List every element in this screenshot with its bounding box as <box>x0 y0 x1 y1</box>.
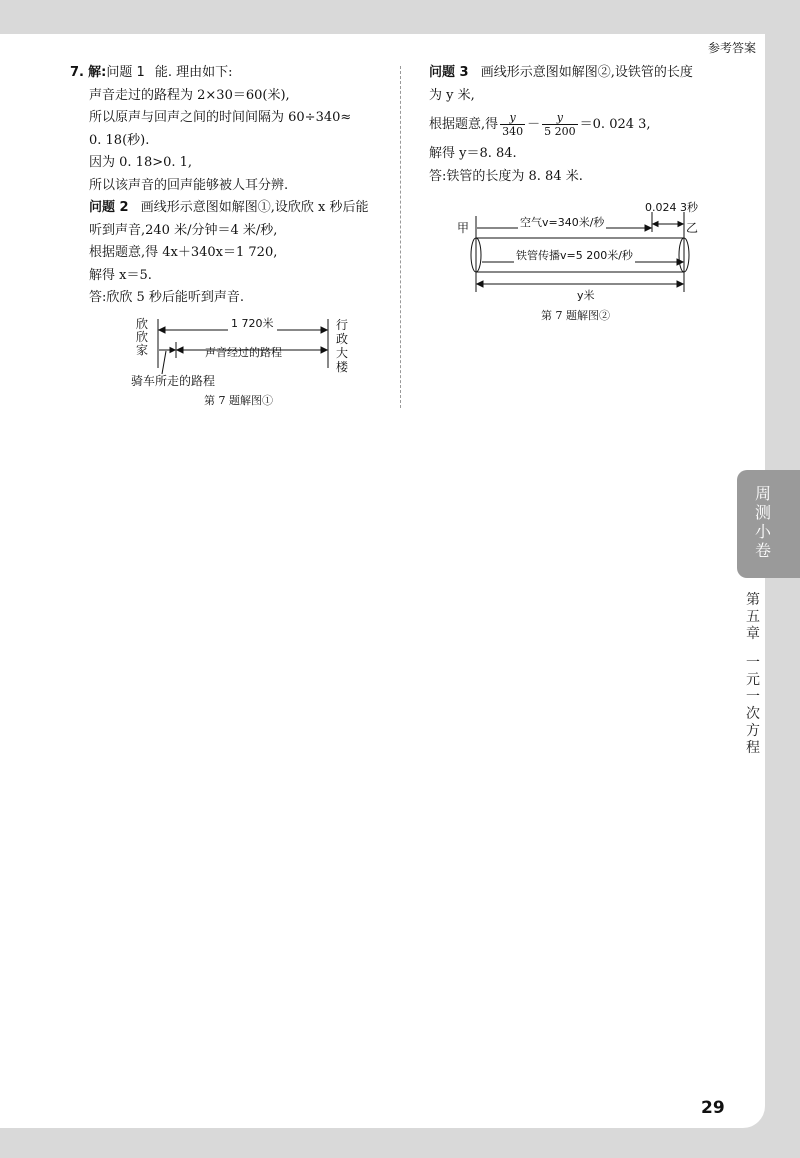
right-column <box>429 62 739 188</box>
fig1-left-label: 欣欣家 <box>136 317 149 357</box>
arrowhead <box>645 225 651 231</box>
section-header: 参考答案 <box>707 41 756 55</box>
problem2-text: 画线形示意图如解图①,设欣欣 x 秒后能 <box>140 200 369 215</box>
fig1-right-label: 行政大楼 <box>336 318 349 374</box>
text-line: 所以原声与回声之间的时间间隔为 60÷340≈ <box>89 110 352 125</box>
fraction-denominator: 340 <box>502 125 524 138</box>
fig2-jia-label: 甲 <box>457 221 470 235</box>
side-tab-label: 周测小卷 <box>754 484 771 560</box>
text-line: 听到声音,240 米/分钟＝4 米/秒, <box>89 222 278 238</box>
arrowhead <box>678 222 683 227</box>
equation-line <box>429 109 739 141</box>
page-number: 29 <box>701 1098 725 1118</box>
fig2-air-label: 空气v=340米/秒 <box>520 216 605 229</box>
text-line: 答:欣欣 5 秒后能听到声音. <box>89 290 245 305</box>
fig1-sound-label: 声音经过的路程 <box>205 346 282 359</box>
arrowhead <box>321 327 327 333</box>
fig2-yi-label: 乙 <box>686 221 699 235</box>
question-number: 7. <box>70 65 84 80</box>
fraction-numerator: y <box>542 111 578 125</box>
minus-sign: － <box>527 117 541 132</box>
fig1-total-label: 1 720米 <box>228 315 277 331</box>
fig1-caption: 第 7 题解图① <box>204 394 273 407</box>
text-line: 声音走过的路程为 2×30＝60(米), <box>89 87 290 103</box>
arrowhead <box>677 281 683 287</box>
text-line: 解得 y＝8. 84. <box>429 146 517 161</box>
fraction-air <box>500 111 525 138</box>
text-line: 为 y 米, <box>429 87 475 103</box>
text-line: 根据题意,得 4x＋340x＝1 720, <box>89 245 278 260</box>
solution-label: 解: <box>88 65 107 80</box>
problem2-line <box>72 197 392 220</box>
problem3-text: 画线形示意图如解图②,设铁管的长度 <box>480 65 693 80</box>
chapter-title: 一元一次方程 <box>746 655 760 756</box>
fig2-caption: 第 7 题解图② <box>541 309 610 322</box>
arrowhead <box>321 347 327 353</box>
text-line: 答:铁管的长度为 8. 84 米. <box>429 168 583 184</box>
problem1-intro: 能. 理由如下: <box>154 65 233 80</box>
problem1-label: 问题 1 <box>106 65 145 80</box>
left-column <box>72 62 392 310</box>
chapter-label: 第五章 <box>746 592 760 642</box>
arrowhead <box>170 348 175 353</box>
fig2-length-label: y米 <box>577 289 595 302</box>
equation-prefix: 根据题意,得 <box>429 117 499 132</box>
ride-pointer <box>162 351 166 374</box>
arrowhead <box>177 347 183 353</box>
equation-suffix: ＝0. 024 3, <box>579 117 651 132</box>
arrowhead <box>159 327 165 333</box>
fig1-ride-label: 骑车所走的路程 <box>131 374 216 388</box>
text-line: 因为 0. 18>0. 1, <box>89 155 193 170</box>
problem3-line <box>429 62 739 85</box>
fraction-iron <box>542 111 578 138</box>
problem2-label: 问题 2 <box>89 200 129 215</box>
arrowhead <box>653 222 658 227</box>
fraction-numerator: y <box>500 111 525 125</box>
column-divider <box>400 66 401 408</box>
fig2-time-label: 0.024 3秒 <box>645 201 698 214</box>
arrowhead <box>477 281 483 287</box>
text-line: 所以该声音的回声能够被人耳分辨. <box>89 177 289 193</box>
fraction-denominator: 5 200 <box>544 125 576 138</box>
q7-heading <box>70 62 392 85</box>
problem3-label: 问题 3 <box>429 65 469 80</box>
fig2-iron-label: 铁管传播v=5 200米/秒 <box>516 249 633 262</box>
text-line: 解得 x＝5. <box>89 267 152 283</box>
text-line: 0. 18(秒). <box>89 132 150 148</box>
